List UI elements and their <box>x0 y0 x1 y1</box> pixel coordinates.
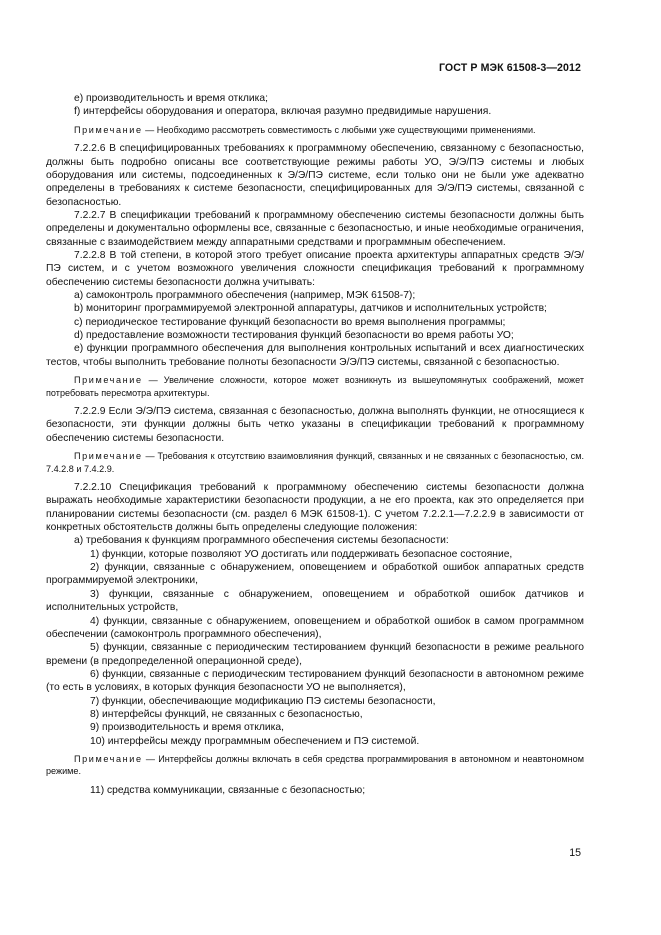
paragraph: 7.2.2.8 В той степени, в которой этого требует описание проекта архитектуры аппаратных средств Э/Э/ПЭ систем, и с учетом возможного увеличения сложности спецификация требований к программному обеспечению системы безопасности должна учитывать: <box>46 249 584 288</box>
note-text: — Увеличение сложности, которое может возникнуть из вышеупомянутых соображений, может потребовать пересмотра архитектуры. <box>46 375 584 398</box>
note-text: — Требования к отсутствию взаимовлияния функций, связанных и не связанных с безопасностью, см. 7.4.2.8 и 7.4.2.9. <box>46 451 584 474</box>
list-item: e) функции программного обеспечения для выполнения контрольных испытаний и всех диагностических тестов, чтобы выполнить требование полноты безопасности Э/Э/ПЭ системы, связанной с безопасностью. <box>46 343 584 368</box>
note-label: Примечание <box>74 753 143 764</box>
sublist-item: 4) функции, связанные с обнаружением, оповещением и обработкой ошибок в самом программном обеспечении (самоконтроль программного обеспечения), <box>46 615 584 640</box>
sublist-item: 6) функции, связанные с периодическим тестированием функций безопасности в автономном режиме (то есть в условиях, в которых функция безопасности УО не выполняется), <box>46 668 584 694</box>
list-item: f) интерфейсы оборудования и оператора, включая разумно предвидимые нарушения. <box>74 106 492 118</box>
sublist-item: 11) средства коммуникации, связанные с безопасностью; <box>90 784 366 796</box>
paragraph: 7.2.2.9 Если Э/Э/ПЭ система, связанная с безопасностью, должна выполнять функции, не относящиеся к безопасности, эти функции должны быть четко указаны в спецификации требований к программному обеспечению системы безопасности. <box>46 406 584 444</box>
sublist-item: 8) интерфейсы функций, не связанных с безопасностью, <box>90 708 363 720</box>
standard-header: ГОСТ Р МЭК 61508-3—2012 <box>438 62 581 74</box>
note-label: Примечание <box>74 375 143 386</box>
list-item: e) производительность и время отклика; <box>74 93 268 104</box>
sublist-item: 10) интерфейсы между программным обеспечением и ПЭ системой. <box>90 735 420 747</box>
note-text: — Интерфейсы должны включать в себя средства программирования в автономном и неавтономном режиме. <box>46 753 584 777</box>
note <box>46 753 584 778</box>
note-label: Примечание <box>74 451 143 462</box>
note <box>46 450 584 475</box>
note <box>46 374 584 399</box>
paragraph: 7.2.2.6 В специфицированных требованиях к программному обеспечению, связанному с безопасностью, должны быть подробно описаны все соответствующие режимы работы УО, Э/Э/ПЭ системы и любых оборудования или системы, подсоединенных к Э/Э/ПЭ системе, если только они не были уже адекватно определены в требованиях к системе безопасности, специфицированных для Э/Э/ПЭ системы, связанной с безопасностью. <box>46 143 584 208</box>
sublist-item: 3) функции, связанные с обнаружением, оповещением и обработкой ошибок датчиков и исполнительных устройств, <box>46 588 584 614</box>
page-number: 15 <box>569 847 581 859</box>
list-item: b) мониторинг программируемой электронной аппаратуры, датчиков и исполнительных устройств; <box>74 303 547 315</box>
sublist-item: 7) функции, обеспечивающие модификацию ПЭ системы безопасности, <box>90 695 436 707</box>
note <box>46 124 584 137</box>
list-item: c) периодическое тестирование функций безопасности во время выполнения программы; <box>74 316 506 328</box>
list-item: d) предоставление возможности тестирования функций безопасности во время работы УО; <box>74 330 514 341</box>
sublist-item: 9) производительность и время отклика, <box>90 722 284 734</box>
sublist-item: 1) функции, которые позволяют УО достигать или поддерживать безопасное состояние, <box>90 548 513 560</box>
note-label: Примечание <box>74 124 143 135</box>
paragraph: 7.2.2.7 В спецификации требований к программному обеспечению системы безопасности должны быть определены и документально оформлены все, связанные с безопасностью, и иные необходимые ограничения, связанные с взаимодействием между аппаратными средствами и программным обеспечением. <box>46 209 584 248</box>
list-item: a) самоконтроль программного обеспечения (например, МЭК 61508-7); <box>74 289 416 301</box>
note-text: — Необходимо рассмотреть совместимость с любыми уже существующими применениями. <box>142 124 536 135</box>
list-item: a) требования к функциям программного обеспечения системы безопасности: <box>74 535 449 547</box>
sublist-item: 2) функции, связанные с обнаружением, оповещением и обработкой ошибок аппаратных средств программируемой электроники, <box>46 562 584 587</box>
document-body <box>46 92 584 797</box>
paragraph: 7.2.2.10 Спецификация требований к программному обеспечению системы безопасности должна выражать необходимые характеристики безопасности продукции, а не его проекта, как это определяется при планировании системы безопасности (см. раздел 6 МЭК 61508-1). С учетом 7.2.2.1—7.2.2.9 в зависимости от конкретных обстоятельств должны быть определены следующие положения: <box>46 482 584 534</box>
sublist-item: 5) функции, связанные с периодическим тестированием функций безопасности в режиме реального времени (в предопределенной операционной среде), <box>46 642 584 667</box>
